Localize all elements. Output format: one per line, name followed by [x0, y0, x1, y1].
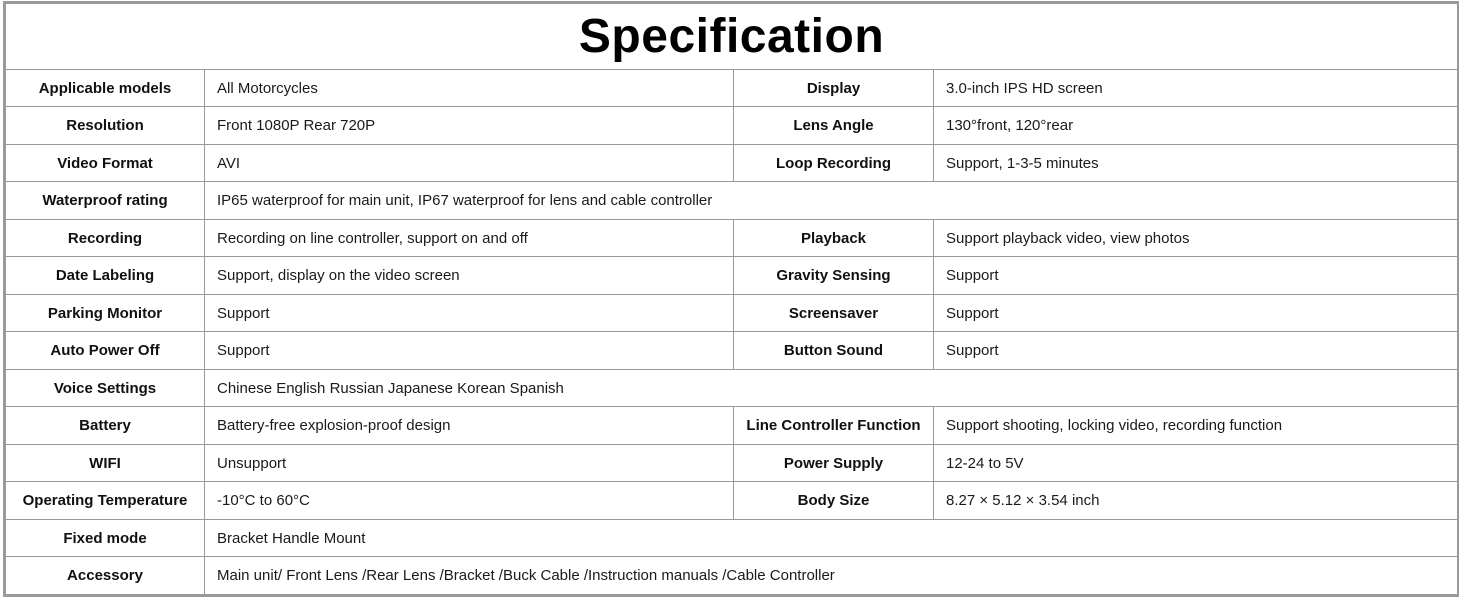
- spec-label: Loop Recording: [734, 144, 934, 182]
- spec-label: Lens Angle: [734, 107, 934, 145]
- spec-value: Main unit/ Front Lens /Rear Lens /Bracket /Buck Cable /Instruction manuals /Cable Controller: [205, 557, 1458, 595]
- spec-value: Front 1080P Rear 720P: [205, 107, 734, 145]
- table-row: [6, 107, 1458, 145]
- spec-label: Recording: [6, 219, 205, 257]
- spec-label: Voice Settings: [6, 369, 205, 407]
- spec-value: Support, 1-3-5 minutes: [934, 144, 1458, 182]
- spec-label: Applicable models: [6, 69, 205, 107]
- table-row: [6, 257, 1458, 295]
- spec-value: All Motorcycles: [205, 69, 734, 107]
- spec-label: Auto Power Off: [6, 332, 205, 370]
- spec-value: Bracket Handle Mount: [205, 519, 1458, 557]
- spec-label: Screensaver: [734, 294, 934, 332]
- table-row: [6, 557, 1458, 595]
- spec-value: 12-24 to 5V: [934, 444, 1458, 482]
- table-row: [6, 219, 1458, 257]
- spec-value: AVI: [205, 144, 734, 182]
- spec-value: Chinese English Russian Japanese Korean Spanish: [205, 369, 1458, 407]
- spec-value: -10°C to 60°C: [205, 482, 734, 520]
- spec-value: Battery-free explosion-proof design: [205, 407, 734, 445]
- spec-label: Accessory: [6, 557, 205, 595]
- table-row: [6, 482, 1458, 520]
- table-row: [6, 369, 1458, 407]
- table-row: [6, 407, 1458, 445]
- spec-label: Power Supply: [734, 444, 934, 482]
- table-row: [6, 144, 1458, 182]
- spec-value: Support: [205, 294, 734, 332]
- spec-value: Support playback video, view photos: [934, 219, 1458, 257]
- spec-value: 8.27 × 5.12 × 3.54 inch: [934, 482, 1458, 520]
- spec-value: Recording on line controller, support on and off: [205, 219, 734, 257]
- spec-value: IP65 waterproof for main unit, IP67 waterproof for lens and cable controller: [205, 182, 1458, 220]
- spec-value: Support, display on the video screen: [205, 257, 734, 295]
- spec-label: Button Sound: [734, 332, 934, 370]
- specification-sheet: [3, 1, 1459, 597]
- table-row: [6, 69, 1458, 107]
- spec-label: Body Size: [734, 482, 934, 520]
- spec-value: Support: [205, 332, 734, 370]
- spec-value: Unsupport: [205, 444, 734, 482]
- table-row: [6, 519, 1458, 557]
- spec-label: Gravity Sensing: [734, 257, 934, 295]
- spec-value: Support: [934, 257, 1458, 295]
- spec-label: Parking Monitor: [6, 294, 205, 332]
- spec-label: Playback: [734, 219, 934, 257]
- table-row: [6, 182, 1458, 220]
- spec-value: Support shooting, locking video, recording function: [934, 407, 1458, 445]
- specification-table: [5, 3, 1458, 595]
- spec-value: 3.0-inch IPS HD screen: [934, 69, 1458, 107]
- table-row: [6, 444, 1458, 482]
- spec-label: WIFI: [6, 444, 205, 482]
- title-row: [6, 4, 1458, 70]
- spec-label: Video Format: [6, 144, 205, 182]
- spec-label: Waterproof rating: [6, 182, 205, 220]
- spec-label: Battery: [6, 407, 205, 445]
- page-title: Specification: [6, 4, 1458, 70]
- spec-label: Fixed mode: [6, 519, 205, 557]
- spec-label: Date Labeling: [6, 257, 205, 295]
- spec-label: Display: [734, 69, 934, 107]
- spec-value: 130°front, 120°rear: [934, 107, 1458, 145]
- spec-label: Resolution: [6, 107, 205, 145]
- table-row: [6, 332, 1458, 370]
- spec-label: Operating Temperature: [6, 482, 205, 520]
- table-row: [6, 294, 1458, 332]
- spec-label: Line Controller Function: [734, 407, 934, 445]
- spec-value: Support: [934, 294, 1458, 332]
- spec-value: Support: [934, 332, 1458, 370]
